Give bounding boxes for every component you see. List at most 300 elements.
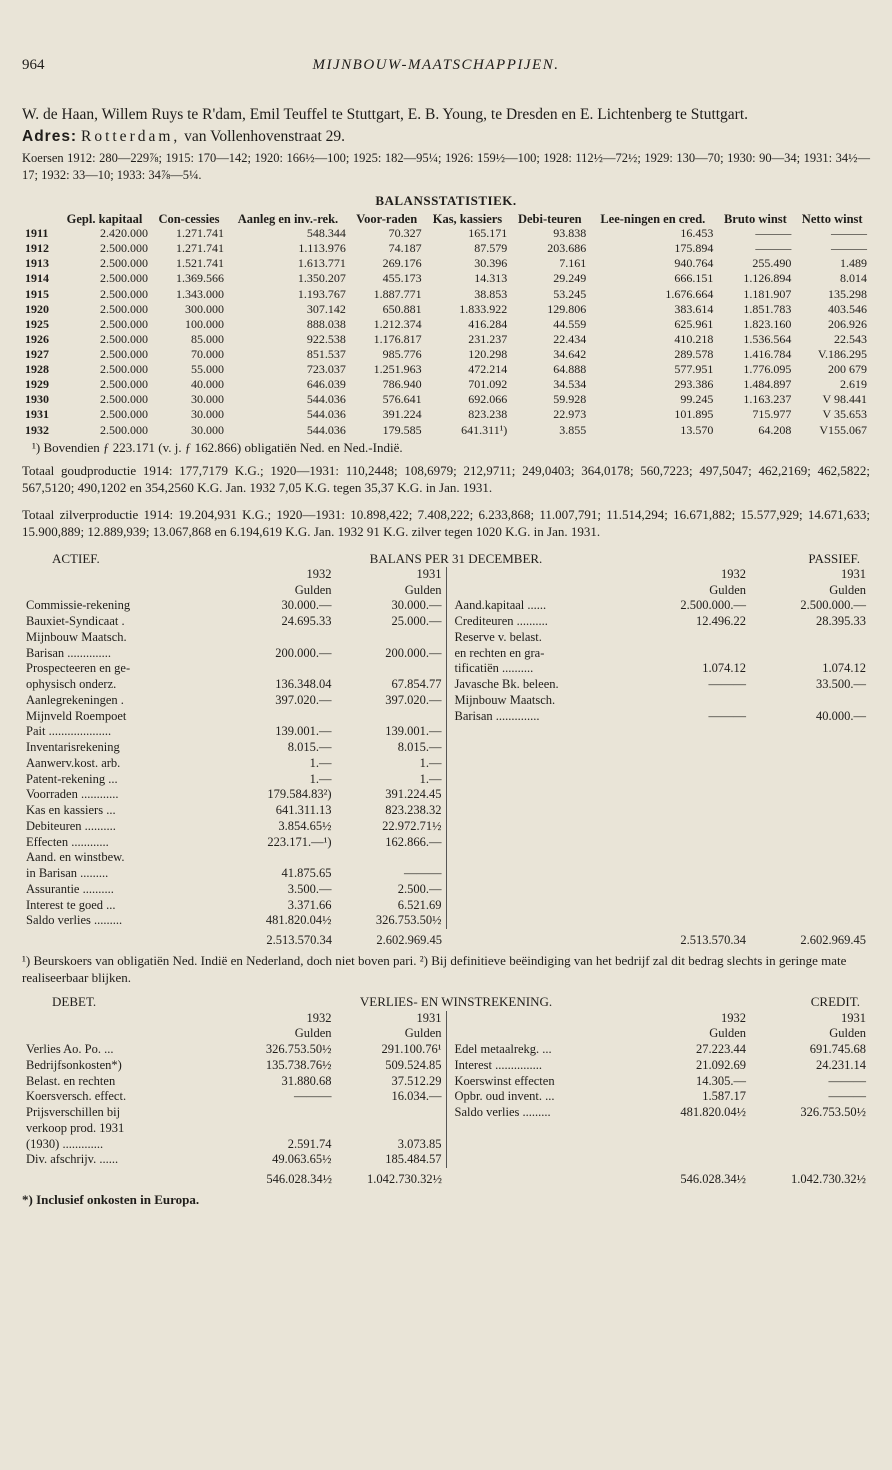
value-cell: 416.284 xyxy=(468,316,508,331)
ledger-label: Aanwerv.kost. arb. xyxy=(26,755,121,770)
value-cell: 625.961 xyxy=(674,316,714,331)
balans-totals xyxy=(22,933,870,949)
actief-total-1932: 2.513.570.34 xyxy=(266,933,332,948)
wv-heading xyxy=(22,994,870,1010)
ledger-row xyxy=(447,630,871,646)
value-cell: 1.833.922 xyxy=(459,301,508,316)
wv-footnote: *) Inclusief onkosten in Europa. xyxy=(22,1191,200,1207)
balans-stat-footnote: ¹) Bovendien ƒ 223.171 (v. j. ƒ 162.866) obligatiën Ned. en Ned.-Indië. xyxy=(32,439,403,455)
ledger-value-1931: 1.074.12 xyxy=(822,661,866,676)
address-city: Rotterdam, xyxy=(80,127,181,145)
ledger-value-1932 xyxy=(232,1105,332,1121)
ledger-value-1931: 162.866.— xyxy=(385,834,442,849)
ledger-label: Crediteuren .......... xyxy=(454,614,548,629)
year-cell: 1932 xyxy=(25,422,49,437)
value-cell: 206.926 xyxy=(828,316,867,331)
ledger-row xyxy=(22,661,446,677)
value-cell: ——— xyxy=(755,226,792,241)
year-cell: 1929 xyxy=(25,377,49,392)
ledger-row xyxy=(447,1042,871,1058)
ledger-label: Bauxiet-Syndicaat . xyxy=(26,614,125,629)
ledger-value-1931 xyxy=(332,850,446,866)
table-row xyxy=(22,392,870,407)
ledger-value-1932: 200.000.— xyxy=(275,645,332,660)
value-cell: 2.500.000 xyxy=(100,347,149,362)
value-cell: 544.036 xyxy=(306,422,346,437)
table-row xyxy=(22,407,870,422)
ledger-value-1932: ——— xyxy=(708,708,746,723)
ledger-row xyxy=(447,709,871,725)
ledger-value-1931: 6.521.69 xyxy=(397,897,442,912)
value-cell: 22.973 xyxy=(553,407,587,422)
year-cell: 1931 xyxy=(25,407,49,422)
value-cell: 1.416.784 xyxy=(743,347,792,362)
ledger-label: en rechten en gra- xyxy=(454,645,545,660)
ledger-value-1932: 49.063.65½ xyxy=(272,1152,332,1167)
column-header: Bruto winst xyxy=(723,212,787,227)
unit-label: Gulden xyxy=(709,1026,746,1041)
ledger-label: Barisan .............. xyxy=(26,645,112,660)
year-cell: 1915 xyxy=(25,286,49,301)
value-cell: 64.888 xyxy=(553,362,587,377)
value-cell: 3.855 xyxy=(559,422,587,437)
ledger-row xyxy=(447,1074,871,1090)
ledger-row xyxy=(22,740,446,756)
ledger-value-1932: 12.496.22 xyxy=(696,614,746,629)
value-cell: 289.578 xyxy=(674,347,714,362)
value-cell: 1.163.237 xyxy=(743,392,792,407)
ledger-row xyxy=(22,1058,446,1074)
value-cell: ——— xyxy=(831,226,867,241)
value-cell: 2.500.000 xyxy=(100,316,149,331)
ledger-label: Assurantie .......... xyxy=(26,881,114,896)
value-cell: 34.642 xyxy=(553,347,587,362)
ledger-value-1931 xyxy=(332,630,446,646)
value-cell: 53.245 xyxy=(553,286,587,301)
value-cell: 1.613.771 xyxy=(297,256,346,271)
value-cell: 1.350.207 xyxy=(297,271,346,286)
ledger-label: Prospecteeren en ge- xyxy=(26,661,131,676)
ledger-label: Debiteuren .......... xyxy=(26,818,116,833)
year-cell: 1925 xyxy=(25,316,49,331)
ledger-value-1931 xyxy=(332,1105,446,1121)
ledger-value-1932: 2.500.000.— xyxy=(680,598,746,613)
value-cell: 179.585 xyxy=(382,422,422,437)
passief-total-1932: 2.513.570.34 xyxy=(680,933,746,948)
value-cell: 1.776.095 xyxy=(743,362,792,377)
koersen-text: Koersen 1912: 280—229⅞; 1915: 170—142; 1920: 166½—100; 1925: 182—95¼; 1926: 159½—100; 1928: 112½—72½; 1929: 130—70; 1930: 90—34; 1931: 34½—17; 1932: 33—10; 1933: 34⅞—5¼. xyxy=(22,151,870,182)
column-header: Debi-teuren xyxy=(517,212,582,227)
balans-title: BALANS PER 31 DECEMBER. xyxy=(369,550,543,566)
ledger-row xyxy=(22,882,446,898)
ledger-value-1932: 1.— xyxy=(309,755,332,770)
balans-footnote: ¹) Beurskoers van obligatiën Ned. Indië en Nederland, doch niet boven pari. ²) Bij definitieve beëindiging van het bedrijf zal dit bedrag slechts in geringe mate realiseerbaar blijken. xyxy=(22,952,847,985)
document-page xyxy=(22,0,870,1440)
value-cell: 1.113.976 xyxy=(298,241,346,256)
ledger-row xyxy=(22,693,446,709)
address-street: van Vollenhovenstraat 29. xyxy=(184,127,346,145)
actief-total-1931: 2.602.969.45 xyxy=(376,933,442,948)
value-cell: 548.344 xyxy=(306,226,346,241)
ledger-value-1932 xyxy=(232,709,332,725)
value-cell: 70.327 xyxy=(388,226,422,241)
ledger-row xyxy=(22,1137,446,1153)
ledger-label: Mijnveld Roempoet xyxy=(26,708,127,723)
ledger-label: Mijnbouw Maatsch. xyxy=(26,629,127,644)
value-cell: 30.396 xyxy=(474,256,508,271)
ledger-label: Patent-rekening ... xyxy=(26,771,118,786)
column-header: Netto winst xyxy=(801,212,863,227)
value-cell: 255.490 xyxy=(752,256,792,271)
ledger-value-1931: 37.512.29 xyxy=(391,1073,442,1088)
ledger-label: Verlies Ao. Po. ... xyxy=(26,1042,114,1057)
value-cell: 823.238 xyxy=(468,407,508,422)
passief-total-1931: 2.602.969.45 xyxy=(800,933,866,948)
ledger-label: Saldo verlies ......... xyxy=(454,1105,551,1120)
value-cell: 1.521.741 xyxy=(175,256,224,271)
ledger-label: ophysisch onderz. xyxy=(26,677,117,692)
ledger-label: Opbr. oud invent. ... xyxy=(454,1089,555,1104)
value-cell: 1.851.783 xyxy=(743,301,792,316)
ledger-value-1932: 641.311.13 xyxy=(275,803,332,818)
unit-label: Gulden xyxy=(709,582,746,597)
table-row xyxy=(22,362,870,377)
ledger-value-1932: 1.587.17 xyxy=(702,1089,746,1104)
value-cell: 30.000 xyxy=(190,392,224,407)
ledger-value-1932: 3.854.65½ xyxy=(278,818,332,833)
value-cell: 641.311¹) xyxy=(461,422,508,437)
value-cell: 200 679 xyxy=(828,362,867,377)
table-row xyxy=(22,287,870,302)
column-header: Gepl. kapitaal xyxy=(66,212,143,227)
value-cell: 203.686 xyxy=(547,241,587,256)
value-cell: 120.298 xyxy=(468,347,508,362)
ledger-row xyxy=(22,787,446,803)
value-cell: 2.619 xyxy=(840,377,867,392)
ledger-value-1931: ——— xyxy=(404,866,442,881)
unit-label: Gulden xyxy=(404,582,442,597)
year-1931: 1931 xyxy=(841,566,866,581)
value-cell: 74.187 xyxy=(388,241,422,256)
ledger-row xyxy=(22,850,446,866)
wv-totals xyxy=(22,1172,870,1188)
value-cell: 544.036 xyxy=(306,392,346,407)
value-cell: 55.000 xyxy=(190,362,224,377)
wv-title: VERLIES- EN WINSTREKENING. xyxy=(359,994,553,1010)
value-cell: 1.484.897 xyxy=(743,377,792,392)
value-cell: 1.126.894 xyxy=(743,271,792,286)
table-row xyxy=(22,317,870,332)
ledger-value-1932 xyxy=(232,630,332,646)
debet-column xyxy=(22,1011,447,1169)
ledger-row xyxy=(22,677,446,693)
ledger-row xyxy=(22,835,446,851)
ledger-value-1932: 41.875.65 xyxy=(281,866,332,881)
unit-label: Gulden xyxy=(829,582,866,597)
ledger-value-1932: 136.348.04 xyxy=(275,677,332,692)
ledger-value-1931: 397.020.— xyxy=(385,692,442,707)
year-cell: 1927 xyxy=(25,347,49,362)
ledger-label: Aand.kapitaal ...... xyxy=(454,598,547,613)
table-row xyxy=(22,256,870,271)
ledger-value-1932: 223.171.—¹) xyxy=(267,834,332,849)
ledger-row xyxy=(22,913,446,929)
ledger-row xyxy=(22,646,446,662)
value-cell: 715.977 xyxy=(752,407,792,422)
value-cell: 1.193.767 xyxy=(297,286,346,301)
debet-title: DEBET. xyxy=(52,994,97,1010)
ledger-value-1932: 1.074.12 xyxy=(702,661,746,676)
value-cell: 1.369.566 xyxy=(175,271,224,286)
ledger-row xyxy=(447,693,871,709)
ledger-value-1931: 139.001.— xyxy=(385,724,442,739)
value-cell: 1.536.564 xyxy=(743,331,792,346)
value-cell: 14.313 xyxy=(474,271,508,286)
ledger-label: Voorraden ............ xyxy=(26,787,119,802)
value-cell: ——— xyxy=(755,241,792,256)
running-header xyxy=(22,56,870,75)
ledger-row xyxy=(22,866,446,882)
ledger-value-1931 xyxy=(332,709,446,725)
ledger-value-1931: 823.238.32 xyxy=(385,803,442,818)
ledger-row xyxy=(22,1042,446,1058)
credit-total-1931: 1.042.730.32½ xyxy=(791,1172,866,1187)
ledger-value-1931: 509.524.85 xyxy=(385,1057,442,1072)
value-cell: 1.676.664 xyxy=(665,286,714,301)
ledger-value-1931: 67.854.77 xyxy=(391,677,442,692)
value-cell: 135.298 xyxy=(828,286,867,301)
ledger-row xyxy=(447,661,871,677)
directors-text: W. de Haan, Willem Ruys te R'dam, Emil Teuffel te Stuttgart, E. B. Young, te Dresden en E. Lichtenberg te Stuttgart. xyxy=(22,105,749,123)
ledger-row xyxy=(22,614,446,630)
ledger-value-1932: 30.000.— xyxy=(281,598,332,613)
value-cell: V.186.295 xyxy=(817,347,867,362)
passief-title: PASSIEF. xyxy=(808,550,860,566)
value-cell: 2.500.000 xyxy=(100,256,149,271)
year-cell: 1926 xyxy=(25,331,49,346)
ledger-value-1931: ——— xyxy=(828,1073,866,1088)
ledger-value-1931: 391.224.45 xyxy=(385,787,442,802)
value-cell: 59.928 xyxy=(553,392,587,407)
value-cell: 1.823.160 xyxy=(743,316,792,331)
ledger-value-1931: 2.500.— xyxy=(397,881,442,896)
year-cell: 1911 xyxy=(25,226,49,241)
year-1931: 1931 xyxy=(416,1010,442,1025)
year-1931: 1931 xyxy=(416,566,442,581)
value-cell: 2.500.000 xyxy=(100,362,149,377)
value-cell: 1.181.907 xyxy=(743,286,792,301)
value-cell: 34.534 xyxy=(553,377,587,392)
debet-total-1932: 546.028.34½ xyxy=(266,1172,332,1187)
ledger-value-1932: 3.371.66 xyxy=(287,897,332,912)
ledger-label: Belast. en rechten xyxy=(26,1073,116,1088)
ledger-label: Aanlegrekeningen . xyxy=(26,692,124,707)
ledger-value-1932 xyxy=(232,661,332,677)
year-1932: 1932 xyxy=(721,1010,746,1025)
ledger-value-1932: 14.305.— xyxy=(696,1073,746,1088)
value-cell: 2.500.000 xyxy=(100,407,149,422)
ledger-label: (1930) ............. xyxy=(26,1136,104,1151)
value-cell: 16.453 xyxy=(680,226,714,241)
ledger-value-1931: 185.484.57 xyxy=(385,1152,442,1167)
value-cell: 646.039 xyxy=(306,377,346,392)
ledger-value-1932: 27.223.44 xyxy=(696,1042,746,1057)
value-cell: 985.776 xyxy=(382,347,422,362)
ledger-value-1932: 24.695.33 xyxy=(281,614,332,629)
ledger-value-1931: 25.000.— xyxy=(391,614,442,629)
year-cell: 1914 xyxy=(25,271,49,286)
value-cell: 40.000 xyxy=(190,377,224,392)
ledger-value-1932 xyxy=(626,693,746,709)
ledger-value-1931 xyxy=(746,646,870,662)
value-cell: 1.271.741 xyxy=(175,241,224,256)
ledger-value-1931: ——— xyxy=(828,1089,866,1104)
value-cell: 1.251.963 xyxy=(373,362,422,377)
value-cell: 940.764 xyxy=(674,256,714,271)
ledger-value-1932: 31.880.68 xyxy=(281,1073,332,1088)
ledger-row xyxy=(22,772,446,788)
value-cell: 70.000 xyxy=(190,347,224,362)
ledger-label: in Barisan ......... xyxy=(26,866,109,881)
ledger-value-1932 xyxy=(626,630,746,646)
ledger-value-1932: 3.500.— xyxy=(287,881,332,896)
ledger-row xyxy=(22,1089,446,1105)
ledger-row xyxy=(22,898,446,914)
ledger-value-1932 xyxy=(232,850,332,866)
value-cell: 2.500.000 xyxy=(100,392,149,407)
value-cell: 723.037 xyxy=(306,362,346,377)
ledger-label: Prijsverschillen bij xyxy=(26,1105,121,1120)
ledger-value-1932: 179.584.83²) xyxy=(267,787,332,802)
value-cell: 307.142 xyxy=(306,301,346,316)
ledger-label: Commissie-rekening xyxy=(26,598,131,613)
value-cell: 1.271.741 xyxy=(175,226,224,241)
silver-production-text: Totaal zilverproductie 1914: 19.204,931 K.G.; 1920—1931: 10.898,422; 7.408,222; 6.233,868; 11.007,791; 11.514,294; 16.671,882; 15.577,929; 14.671,633; 15.900,889; 12.889,939; 13.067,868 en 6.194,619 K.G. Jan. 1932 91 K.G. zilver tegen 1020 K.G. in Jan. 1931. xyxy=(22,507,870,540)
ledger-label: Edel metaalrekg. ... xyxy=(454,1042,552,1057)
ledger-label: Interest ............... xyxy=(454,1057,542,1072)
ledger-row xyxy=(447,646,871,662)
actief-column xyxy=(22,567,447,929)
value-cell: 38.853 xyxy=(474,286,508,301)
ledger-value-1931 xyxy=(332,1121,446,1137)
ledger-value-1932: 8.015.— xyxy=(287,740,332,755)
table-row xyxy=(22,423,870,438)
balans-stat-title: BALANSSTATISTIEK. xyxy=(375,192,517,208)
value-cell: 99.245 xyxy=(680,392,714,407)
ledger-value-1931: 16.034.— xyxy=(391,1089,442,1104)
ledger-value-1932: ——— xyxy=(294,1089,332,1104)
ledger-row xyxy=(22,1074,446,1090)
page-title: MIJNBOUW-MAATSCHAPPIJEN. xyxy=(312,57,560,73)
value-cell: 8.014 xyxy=(840,271,867,286)
value-cell: 165.171 xyxy=(468,226,508,241)
year-cell: 1913 xyxy=(25,256,49,271)
ledger-row xyxy=(22,803,446,819)
value-cell: 101.895 xyxy=(674,407,714,422)
page-number: 964 xyxy=(22,57,45,73)
table-row xyxy=(22,377,870,392)
value-cell: 403.546 xyxy=(828,301,867,316)
table-row xyxy=(22,241,870,256)
column-header: Voor-raden xyxy=(356,212,418,227)
ledger-value-1932 xyxy=(626,646,746,662)
ledger-value-1931: 8.015.— xyxy=(397,740,442,755)
table-row xyxy=(22,226,870,241)
value-cell: 383.614 xyxy=(674,301,714,316)
year-1932: 1932 xyxy=(306,566,332,581)
ledger-row xyxy=(22,1121,446,1137)
ledger-value-1931 xyxy=(746,693,870,709)
debet-total-1931: 1.042.730.32½ xyxy=(367,1172,442,1187)
value-cell: V155.067 xyxy=(819,422,867,437)
ledger-row xyxy=(22,598,446,614)
value-cell: 44.559 xyxy=(553,316,587,331)
ledger-row xyxy=(22,1105,446,1121)
ledger-label: Inventarisrekening xyxy=(26,740,120,755)
balans-heading xyxy=(22,551,870,567)
value-cell: 544.036 xyxy=(306,407,346,422)
year-1932: 1932 xyxy=(721,566,746,581)
ledger-value-1931: 40.000.— xyxy=(816,708,866,723)
gold-production-text: Totaal goudproductie 1914: 177,7179 K.G.; 1920—1931: 110,2448; 108,6979; 212,9711; 249,0403; 364,0178; 560,7223; 497,5047; 462,2169; 462,5822; 567,5120; 490,1202 en 354,2560 K.G. Jan. 1932 7,05 K.G. tegen 35,37 K.G. in Jan. 1931. xyxy=(22,462,870,496)
ledger-value-1931: 326.753.50½ xyxy=(800,1105,866,1120)
value-cell: 1.343.000 xyxy=(175,286,224,301)
value-cell: 576.641 xyxy=(382,392,422,407)
value-cell: 2.500.000 xyxy=(100,241,149,256)
value-cell: 30.000 xyxy=(190,422,224,437)
ledger-value-1932: 1.— xyxy=(309,771,332,786)
ledger-value-1932: 481.820.04½ xyxy=(680,1105,746,1120)
year-cell: 1928 xyxy=(25,362,49,377)
table-row xyxy=(22,332,870,347)
year-1932: 1932 xyxy=(306,1010,332,1025)
ledger-row xyxy=(22,756,446,772)
credit-column xyxy=(447,1011,871,1169)
value-cell: 577.951 xyxy=(674,362,714,377)
credit-title: CREDIT. xyxy=(810,994,860,1010)
column-header: Aanleg en inv.-rek. xyxy=(237,212,339,227)
ledger-label: Div. afschrijv. ...... xyxy=(26,1152,119,1167)
ledger-label: Effecten ............ xyxy=(26,834,109,849)
year-cell: 1930 xyxy=(25,392,49,407)
unit-label: Gulden xyxy=(294,582,332,597)
ledger-value-1931: 1.— xyxy=(419,755,442,770)
ledger-value-1932: 135.738.76½ xyxy=(265,1057,332,1072)
column-header: Kas, kassiers xyxy=(432,212,503,227)
value-cell: 650.881 xyxy=(382,301,422,316)
balans-stat-table xyxy=(22,213,870,438)
value-cell: 666.151 xyxy=(674,271,714,286)
value-cell: 1.887.771 xyxy=(373,286,422,301)
ledger-row xyxy=(447,614,871,630)
ledger-label: Mijnbouw Maatsch. xyxy=(454,692,556,707)
value-cell: 269.176 xyxy=(382,256,422,271)
ledger-label: Pait .................... xyxy=(26,724,112,739)
unit-label: Gulden xyxy=(829,1026,866,1041)
ledger-value-1932: 481.820.04½ xyxy=(265,913,332,928)
ledger-row xyxy=(22,819,446,835)
year-cell: 1920 xyxy=(25,301,49,316)
balans-table xyxy=(22,567,870,929)
value-cell: 692.066 xyxy=(468,392,508,407)
ledger-value-1931: 24.231.14 xyxy=(816,1057,866,1072)
ledger-label: Aand. en winstbew. xyxy=(26,850,125,865)
ledger-label: tificatiën .......... xyxy=(454,661,534,676)
ledger-value-1931: 28.395.33 xyxy=(816,614,866,629)
value-cell: 410.218 xyxy=(674,331,714,346)
ledger-row xyxy=(22,724,446,740)
value-cell: 2.500.000 xyxy=(100,271,149,286)
